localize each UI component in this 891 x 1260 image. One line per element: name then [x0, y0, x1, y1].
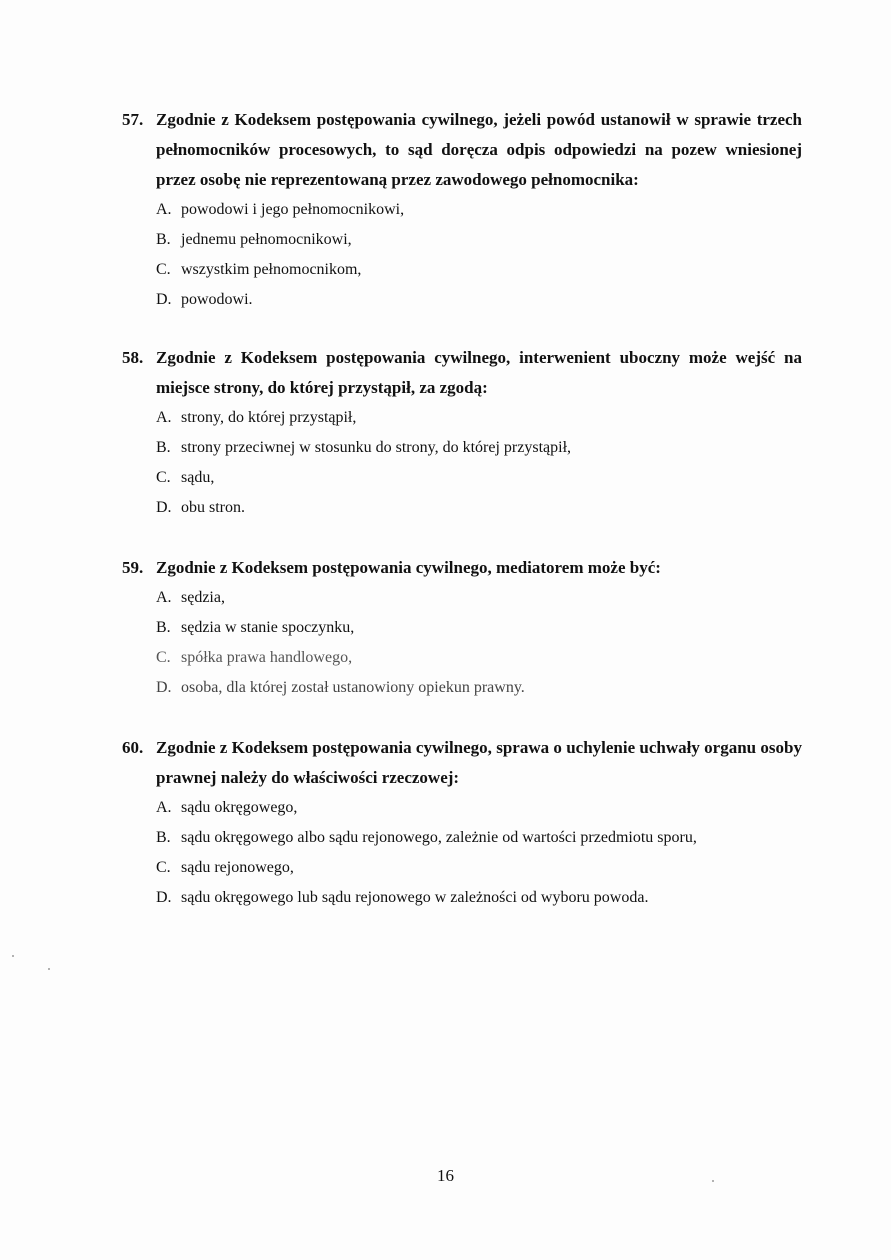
- option-text: powodowi i jego pełnomocnikowi,: [181, 201, 405, 218]
- option-text: obu stron.: [181, 499, 245, 516]
- option-letter: A.: [156, 799, 172, 816]
- option-letter: B.: [156, 231, 171, 248]
- option-text: sądu rejonowego,: [181, 859, 294, 876]
- option-letter: D.: [156, 291, 172, 308]
- option-text: jednemu pełnomocnikowi,: [181, 231, 352, 248]
- option-letter: B.: [156, 439, 171, 456]
- option-text: sądu okręgowego,: [181, 799, 298, 816]
- answer-option-b: [156, 823, 802, 853]
- option-letter: A.: [156, 409, 172, 426]
- option-text: strony przeciwnej w stosunku do strony, do której przystąpił,: [181, 439, 572, 456]
- option-letter: D.: [156, 499, 172, 516]
- answer-option-c: [156, 255, 802, 285]
- option-text: osoba, dla której został ustanowiony opiekun prawny.: [181, 679, 525, 696]
- answer-option-a: [156, 195, 802, 225]
- answer-option-d: [156, 493, 802, 523]
- option-text: sądu okręgowego albo sądu rejonowego, zależnie od wartości przedmiotu sporu,: [181, 829, 697, 846]
- answer-option-d: [156, 883, 802, 913]
- answer-option-b: [156, 613, 802, 643]
- answer-option-d: [156, 285, 802, 315]
- page-number: 16: [437, 1166, 454, 1185]
- answer-option-b: [156, 225, 802, 255]
- option-letter: C.: [156, 649, 171, 666]
- question-stem: [122, 105, 802, 195]
- answer-option-c: [156, 643, 802, 673]
- answer-options: [122, 583, 802, 703]
- option-letter: A.: [156, 589, 172, 606]
- answer-options: [122, 403, 802, 523]
- option-text: sędzia,: [181, 589, 225, 606]
- answer-option-b: [156, 433, 802, 463]
- question-number: 58.: [122, 348, 144, 367]
- option-text: sędzia w stanie spoczynku,: [181, 619, 355, 636]
- answer-option-a: [156, 403, 802, 433]
- question-number: 60.: [122, 738, 144, 757]
- question-stem: [122, 733, 802, 793]
- question-57: [122, 105, 802, 315]
- question-text: Zgodnie z Kodeksem postępowania cywilnego, sprawa o uchylenie uchwały organu osoby prawnej należy do właściwości rzeczowej:: [156, 738, 802, 787]
- scan-speck: [12, 955, 14, 957]
- option-text: strony, do której przystąpił,: [181, 409, 357, 426]
- option-text: sądu,: [181, 469, 215, 486]
- option-text: powodowi.: [181, 291, 253, 308]
- question-59: [122, 553, 802, 703]
- option-letter: C.: [156, 261, 171, 278]
- answer-options: [122, 793, 802, 913]
- option-letter: B.: [156, 619, 171, 636]
- option-letter: C.: [156, 859, 171, 876]
- option-text: sądu okręgowego lub sądu rejonowego w zależności od wyboru powoda.: [181, 889, 649, 906]
- answer-option-a: [156, 583, 802, 613]
- scan-speck: [48, 968, 50, 970]
- option-letter: B.: [156, 829, 171, 846]
- answer-option-c: [156, 853, 802, 883]
- option-letter: D.: [156, 889, 172, 906]
- option-text: spółka prawa handlowego,: [181, 649, 353, 666]
- answer-options: [122, 195, 802, 315]
- question-number: 57.: [122, 110, 144, 129]
- question-stem: [122, 553, 802, 583]
- answer-option-d: [156, 673, 802, 703]
- question-60: [122, 733, 802, 913]
- answer-option-c: [156, 463, 802, 493]
- question-58: [122, 343, 802, 523]
- option-letter: C.: [156, 469, 171, 486]
- question-text: Zgodnie z Kodeksem postępowania cywilnego, jeżeli powód ustanowił w sprawie trzech pełnomocników procesowych, to sąd doręcza odpis odpowiedzi na pozew wniesionej przez osobę nie reprezentowaną przez zawodowego pełnomocnika:: [156, 110, 802, 189]
- question-stem: [122, 343, 802, 403]
- question-number: 59.: [122, 558, 144, 577]
- option-text: wszystkim pełnomocnikom,: [181, 261, 362, 278]
- question-text: Zgodnie z Kodeksem postępowania cywilnego, interwenient uboczny może wejść na miejsce strony, do której przystąpił, za zgodą:: [156, 348, 802, 397]
- option-letter: D.: [156, 679, 172, 696]
- question-text: Zgodnie z Kodeksem postępowania cywilnego, mediatorem może być:: [156, 558, 661, 577]
- option-letter: A.: [156, 201, 172, 218]
- answer-option-a: [156, 793, 802, 823]
